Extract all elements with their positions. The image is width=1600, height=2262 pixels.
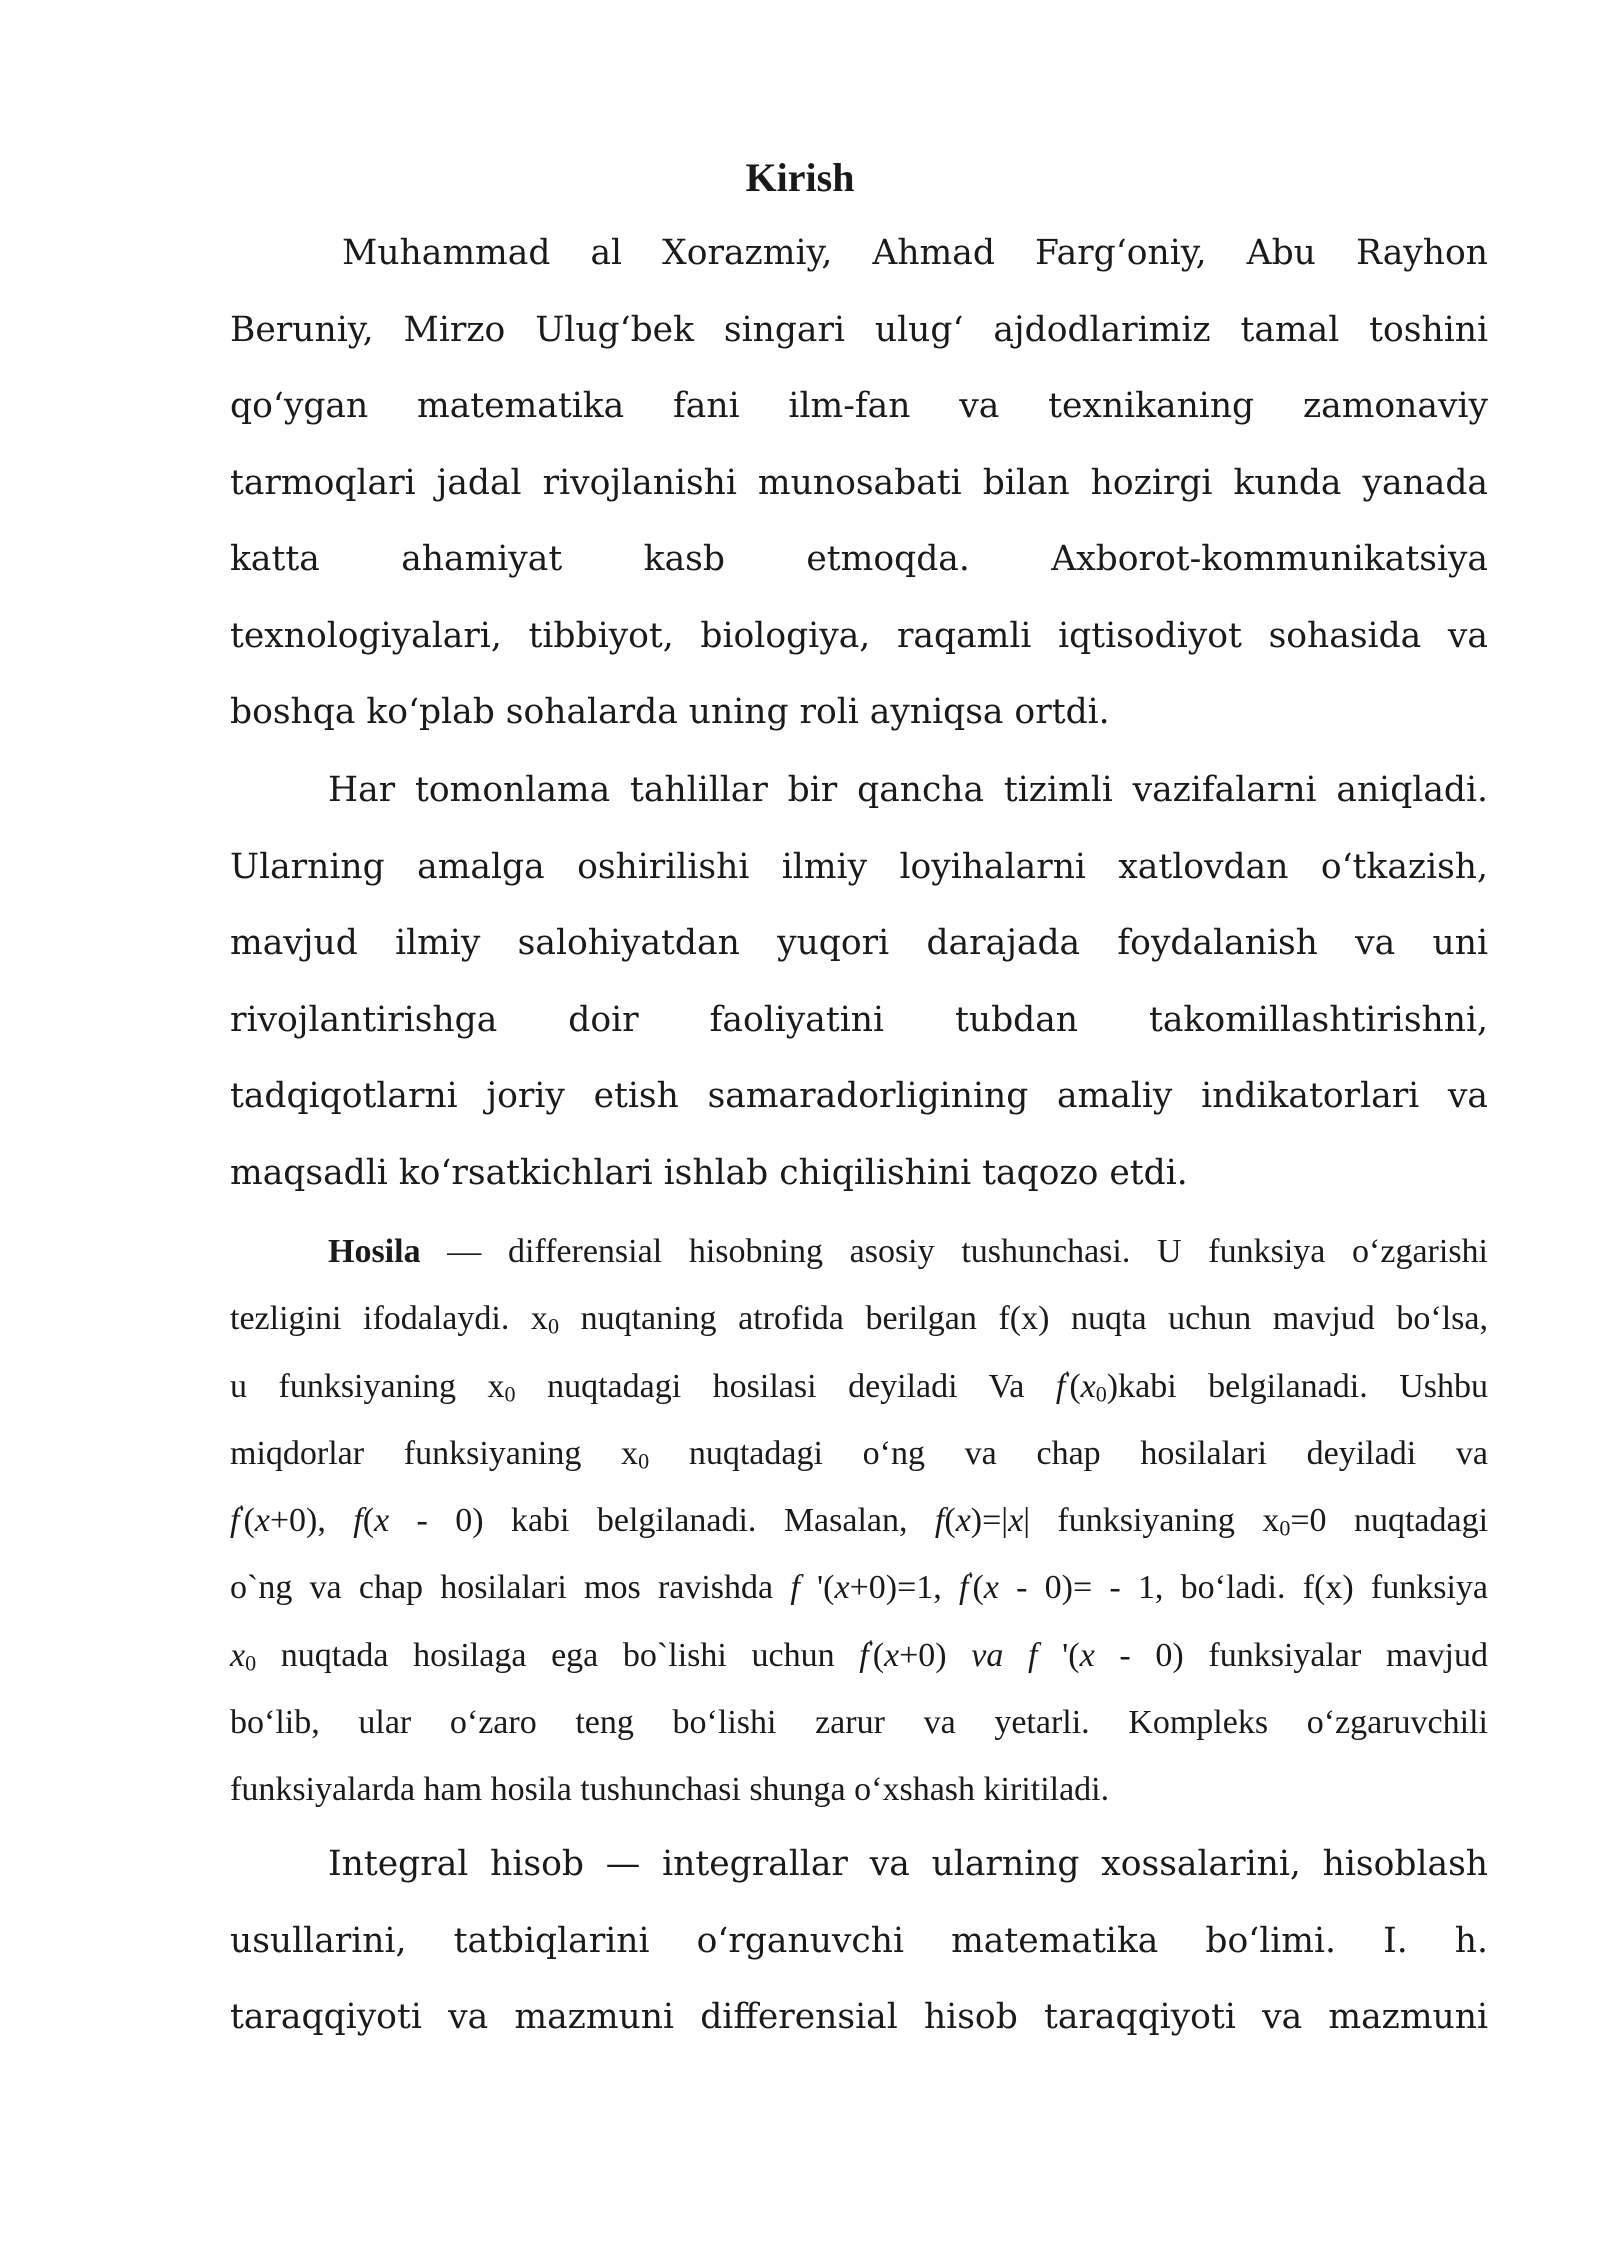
text-line: mavjud ilmiy salohiyatdan yuqori darajada foydalanish va uni [230,923,1488,963]
text-line: boshqa ko‘plab sohalarda uning roli ayniqsa ortdi. [230,692,1110,732]
text-line: taraqqiyoti va mazmuni differensial hisob taraqqiyoti va mazmuni [230,1997,1488,2037]
tasks-paragraph [230,752,1488,1211]
text-line: usullarini, tatbiqlarini o‘rganuvchi matematika bo‘limi. I. h. [230,1920,1488,1961]
text-line: Har tomonlama tahlillar bir qancha tizimli vazifalarni aniqladi. [328,770,1488,810]
text-line: funksiyalarda ham hosila tushunchasi shunga o‘xshash kiritiladi. [230,1771,1110,1809]
formula-abs-x: f(x)=|x| [934,1502,1030,1540]
text-line: bo‘lib, ular o‘zaro teng bo‘lishi zarur va yetarli. Kompleks o‘zgaruvchili [230,1704,1488,1742]
text-line: Integral hisob — integrallar va ularning xossalarini, hisoblash [328,1844,1488,1884]
text-line: Beruniy, Mirzo Ulug‘bek singari ulug‘ ajdodlarimiz tamal toshini [230,309,1488,350]
formula-x0: $x_0$ [230,1636,257,1676]
formula-existence-condition: f'(x+0) va f '(x - 0) [859,1634,1184,1674]
intro-paragraph [230,215,1488,751]
text-line: tadqiqotlarni joriy etish samaradorligining amaliy indikatorlari va [230,1076,1488,1116]
text-line: texnologiyalari, tibbiyot, biologiya, raqamli iqtisodiyot sohasida va [230,615,1488,656]
text-line: Muhammad al Xorazmiy, Ahmad Farg‘oniy, Abu Rayhon [342,233,1488,273]
formula-one-sided-derivatives: f'(x+0), f(x - 0) [230,1500,484,1540]
text-line: qo‘ygan matematika fani ilm-fan va texnikaning zamonaviy [230,386,1488,426]
text-line: miqdorlar funksiyaning $x_0$ nuqtadagi o‘ng va chap hosilalari deyiladi va [230,1434,1488,1474]
text-line: o`ng va chap hosilalari mos ravishda f '(x+0)=1, f'(x - 0)= - 1, bo‘ladi. f(x) funksiya [230,1567,1488,1607]
text-line: f'(x+0), f(x - 0) kabi belgilanadi. Masalan, f(x)=|x| funksiyaning $x_0=0$ nuqtadagi [230,1500,1489,1541]
text-line: Ularning amalga oshirilishi ilmiy loyihalarni xatlovdan o‘tkazish, [230,846,1488,887]
term-hosila: Hosila [328,1233,421,1270]
formula-f-prime-x0: $f'(x_0)$ [1055,1365,1119,1406]
text-line: katta ahamiyat kasb etmoqda. Axborot-kommunikatsiya [230,539,1488,579]
text-line: $x_0$ nuqtada hosilaga ega bo`lishi uchun f'(x+0) va f '(x - 0) funksiyalar mavjud [230,1634,1488,1676]
formula-derivative-values: f '(x+0)=1, f'(x - 0)= - 1 [790,1567,1155,1607]
text-line: maqsadli ko‘rsatkichlari ishlab chiqilishini taqozo etdi. [230,1152,1188,1193]
integral-paragraph [230,1826,1488,2056]
text-line: Hosila — differensial hisobning asosiy tushunchasi. U funksiya o‘zgarishi [328,1233,1488,1270]
text-line: rivojlantirishga doir faoliyatini tubdan takomillashtirishni, [230,999,1488,1040]
text-line: tezligini ifodalaydi. $x_0$ nuqtaning atrofida berilgan f(x) nuqta uchun mavjud bo‘lsa, [230,1300,1488,1339]
derivative-paragraph [230,1218,1488,1824]
page-title: Kirish [745,155,855,200]
text-line: tarmoqlari jadal rivojlanishi munosabati bilan hozirgi kunda yanada [230,462,1488,503]
text-line: u funksiyaning $x_0$ nuqtadagi hosilasi deyiladi Va $f'(x_0)kabi$ belgilanadi. Ushbu [230,1365,1488,1406]
